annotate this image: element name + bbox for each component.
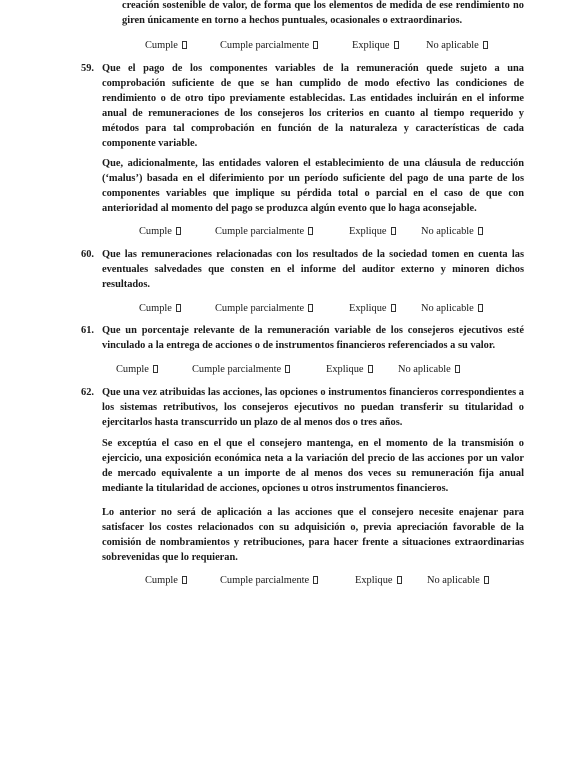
checkbox-icon xyxy=(484,576,489,584)
checkbox-icon xyxy=(153,365,158,373)
item-paragraph: Que el pago de los componentes variables de la remuneración quede sujeto a una comprobación suficiente de que se han cumplido de modo efectivo las condiciones de rendimiento o de otro tipo previamente establecidas. Las entidades incluirán en el informe anual de remuneraciones de los consejeros los criterios en cuanto al tiempo requerido y métodos para tal comprobación en función de la naturaleza y características de cada componente variable. xyxy=(102,63,524,149)
item-paragraph: Que, adicionalmente, las entidades valoren el establecimiento de una cláusula de reducción (‘malus’) basada en el diferimiento por un período suficiente del pago de una parte de los componentes variables que implique su pérdida total o parcial en el caso de que con anterioridad al momento del pago se produzca algún evento que lo haga aconsejable. xyxy=(102,158,524,214)
item-number: 60. xyxy=(81,249,94,260)
option-cumple[interactable]: Cumple xyxy=(145,38,187,53)
option-cumple[interactable]: Cumple xyxy=(139,301,181,316)
options-row-intro xyxy=(0,38,583,53)
option-cumple-parcialmente[interactable]: Cumple parcialmente xyxy=(220,38,318,53)
option-no-aplicable[interactable]: No aplicable xyxy=(426,38,488,53)
option-cumple[interactable]: Cumple xyxy=(139,224,181,239)
intro-paragraph: creación sostenible de valor, de forma que los elementos de medida de ese rendimiento no giren únicamente en torno a hechos puntuales, ocasionales o extraordinarios. xyxy=(122,0,524,26)
option-explique[interactable]: Explique xyxy=(352,38,399,53)
item-paragraph: Lo anterior no será de aplicación a las acciones que el consejero necesite enajenar para satisfacer los costes relacionados con su adquisición o, previa apreciación favorable de la comisión de nombramientos y retribuciones, para hacer frente a situaciones extraordinarias sobrevenidas que lo requieran. xyxy=(102,507,524,563)
option-cumple[interactable]: Cumple xyxy=(145,573,187,588)
option-explique[interactable]: Explique xyxy=(349,301,396,316)
option-cumple-parcialmente[interactable]: Cumple parcialmente xyxy=(215,301,313,316)
checkbox-icon xyxy=(394,41,399,49)
item-number: 59. xyxy=(81,63,94,74)
checkbox-icon xyxy=(483,41,488,49)
options-row-61 xyxy=(0,362,583,377)
option-cumple-parcialmente[interactable]: Cumple parcialmente xyxy=(215,224,313,239)
checkbox-icon xyxy=(182,41,187,49)
checkbox-icon xyxy=(313,41,318,49)
option-no-aplicable[interactable]: No aplicable xyxy=(421,301,483,316)
options-row-60 xyxy=(0,301,583,316)
checkbox-icon xyxy=(368,365,373,373)
checkbox-icon xyxy=(478,304,483,312)
checkbox-icon xyxy=(176,304,181,312)
checkbox-icon xyxy=(455,365,460,373)
item-paragraph: Que un porcentaje relevante de la remuneración variable de los consejeros ejecutivos esté vinculado a la entrega de acciones o de instrumentos financieros referenciados a su valor. xyxy=(102,325,524,351)
options-row-59 xyxy=(0,224,583,239)
options-row-62 xyxy=(0,573,583,588)
checkbox-icon xyxy=(391,304,396,312)
option-cumple[interactable]: Cumple xyxy=(116,362,158,377)
checkbox-icon xyxy=(313,576,318,584)
checkbox-icon xyxy=(285,365,290,373)
option-explique[interactable]: Explique xyxy=(349,224,396,239)
checkbox-icon xyxy=(182,576,187,584)
option-cumple-parcialmente[interactable]: Cumple parcialmente xyxy=(192,362,290,377)
option-no-aplicable[interactable]: No aplicable xyxy=(398,362,460,377)
option-explique[interactable]: Explique xyxy=(355,573,402,588)
checkbox-icon xyxy=(176,227,181,235)
option-no-aplicable[interactable]: No aplicable xyxy=(427,573,489,588)
item-paragraph: Se exceptúa el caso en el que el consejero mantenga, en el momento de la transmisión o ejercicio, una exposición económica neta a la variación del precio de las acciones por un valor de mercado equivalente a un importe de al menos dos veces su remuneración fija anual mediante la titularidad de acciones, opciones u otros instrumentos financieros. xyxy=(102,438,524,494)
option-explique[interactable]: Explique xyxy=(326,362,373,377)
checkbox-icon xyxy=(397,576,402,584)
checkbox-icon xyxy=(478,227,483,235)
checkbox-icon xyxy=(308,304,313,312)
item-number: 62. xyxy=(81,387,94,398)
item-number: 61. xyxy=(81,325,94,336)
item-paragraph: Que las remuneraciones relacionadas con los resultados de la sociedad tomen en cuenta las eventuales salvedades que consten en el informe del auditor externo y minoren dichos resultados. xyxy=(102,249,524,290)
item-paragraph: Que una vez atribuidas las acciones, las opciones o instrumentos financieros correspondientes a los sistemas retributivos, los consejeros ejecutivos no puedan transferir su titularidad o ejercitarlos hasta transcurrido un plazo de al menos dos o tres años. xyxy=(102,387,524,428)
checkbox-icon xyxy=(308,227,313,235)
option-cumple-parcialmente[interactable]: Cumple parcialmente xyxy=(220,573,318,588)
checkbox-icon xyxy=(391,227,396,235)
option-no-aplicable[interactable]: No aplicable xyxy=(421,224,483,239)
